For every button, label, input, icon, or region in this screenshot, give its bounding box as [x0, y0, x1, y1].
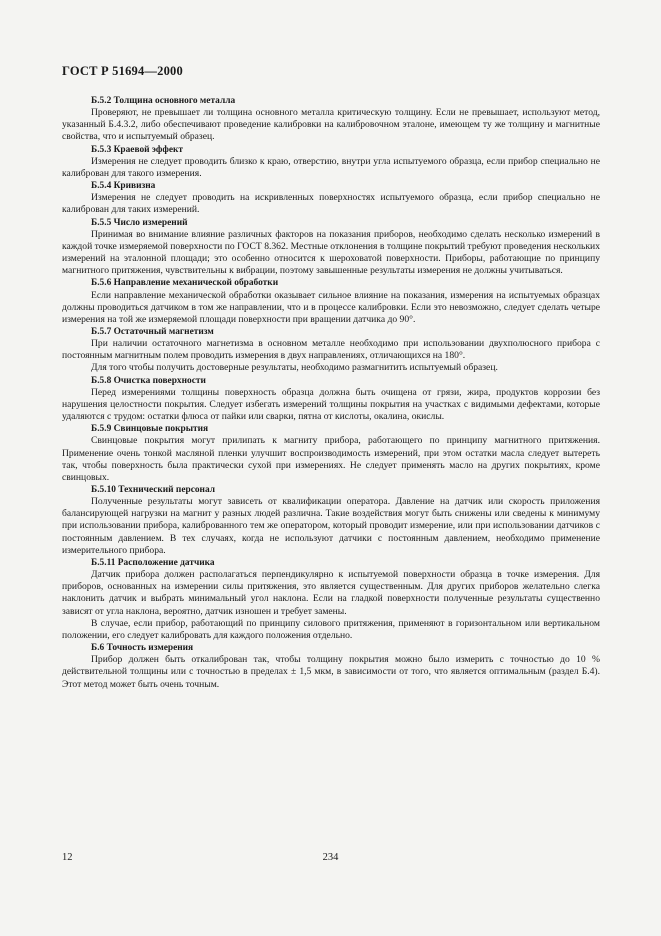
paragraph: Если направление механической обработки оказывает сильное влияние на показания, измерения на испытуемых образцах должны проводиться датчиком в том же направлении, что и в процессе калибровки. Если это невозможно, следует сделать четыре измерения на той же измеряемой площади поверхности при вращении датчика до 90°.	[62, 289, 600, 325]
paragraph: Полученные результаты могут зависеть от квалификации оператора. Давление на датчик или скорость приложения балансирующей нагрузки на магнит у разных людей различна. Такие воздействия могут быть снижены или сведены к минимуму при использовании прибора, калиброванного тем же оператором, который проводит измерение, или при использовании датчиков с постоянным давлением. В тех случаях, когда не используют датчики с постоянным давлением, необходимо применение измерительного прибора.	[62, 496, 600, 556]
section-heading: Б.5.10 Технический персонал	[91, 485, 215, 495]
section	[62, 144, 600, 180]
section-heading: Б.5.3 Краевой эффект	[91, 144, 184, 155]
section	[62, 484, 600, 557]
page-number-center: 234	[322, 852, 339, 863]
page-number-left: 12	[62, 852, 73, 863]
section	[62, 180, 600, 216]
paragraph: Датчик прибора должен располагаться перпендикулярно к испытуемой поверхности образца в точке измерения. Для приборов, основанных на измерении силы притяжения, это является существенным. Для других приборов желательно слегка наклонить датчик и выбрать минимальный угол наклона. Если на гладкой поверхности полученные результаты существенно зависят от угла наклона, вероятно, датчик изношен и требует замены.	[62, 569, 600, 617]
section-heading: Б.5.5 Число измерений	[91, 217, 188, 228]
section-heading: Б.5.4 Кривизна	[91, 181, 156, 192]
paragraph: Свинцовые покрытия могут прилипать к магниту прибора, работающего по принципу магнитного притяжения. Применение очень тонкой масляной пленки улучшит воспроизводимость измерений, при этом остатки масла следует вытереть так, чтобы поверхность была практически сухой при измерениях. Не следует применять масло на других покрытиях, кроме свинцовых.	[62, 435, 600, 483]
section	[62, 375, 600, 424]
section	[62, 277, 600, 326]
paragraph: В случае, если прибор, работающий по принципу силового притяжения, применяют в горизонтальном или вертикальном положении, его следует калибровать для каждого положения отдельно.	[62, 617, 600, 641]
paragraph: Для того чтобы получить достоверные результаты, необходимо размагнитить испытуемый образец.	[91, 362, 498, 374]
section-heading: Б.5.7 Остаточный магнетизм	[91, 326, 214, 337]
section	[62, 326, 600, 375]
paragraph: Принимая во внимание влияние различных факторов на показания приборов, необходимо сделать несколько измерений в каждой точке измеряемой поверхности по ГОСТ 8.362. Местные отклонения в толщине покрытий требуют проведения нескольких измерений на эталонной площади; это особенно относится к шероховатой поверхности. Приборы, работающие по принципу магнитного притяжения, чувствительны к вибрации, поэтому завышенные результаты измерения не должны учитываться.	[62, 228, 600, 277]
section	[62, 95, 600, 144]
section-heading: Б.5.11 Расположение датчика	[91, 557, 215, 568]
paragraph: Перед измерениями толщины поверхность образца должна быть очищена от грязи, жира, продуктов коррозии без нарушения целостности покрытия. Следует избегать измерений толщины покрытия на участках с видимыми дефектами, которые удаляются с трудом: остатки флюса от пайки или сварки, пятна от кислоты, окалина, окислы.	[62, 386, 600, 423]
section	[62, 217, 600, 278]
paragraph: Измерения не следует проводить на искривленных поверхностях испытуемого образца, если прибор специально не калиброван для таких измерений.	[62, 192, 600, 216]
paragraph: Измерения не следует проводить близко к краю, отверстию, внутри угла испытуемого образца, если прибор специально не калиброван для такого измерения.	[62, 155, 600, 179]
document-header: ГОСТ Р 51694—2000	[62, 64, 183, 78]
section-heading: Б.5.6 Направление механической обработки	[91, 278, 279, 289]
section-heading: Б.5.2 Толщина основного металла	[91, 96, 236, 106]
paragraph: При наличии остаточного магнетизма в основном металле необходимо при использовании двухполюсного прибора с постоянным магнитным полем проводить измерения в двух направлениях, отличающихся на 180°.	[62, 338, 600, 362]
section-heading: Б.6 Точность измерения	[91, 643, 194, 654]
paragraph: Проверяют, не превышает ли толщина основного металла критическую толщину. Если не превышает, используют метод, указанный Б.4.3.2, либо обеспечивают проведение калибровки на калибровочном эталоне, имеющем ту же толщину и магнитные свойства, что и испытуемый образец.	[62, 107, 600, 143]
section	[62, 642, 600, 691]
section	[62, 557, 600, 642]
section	[62, 423, 600, 484]
paragraph: Прибор должен быть откалиброван так, чтобы толщину покрытия можно было измерить с точностью до 10 % действительной толщины или с точностью в пределах ± 1,5 мкм, в зависимости от того, что является оптимальным (раздел Б.4). Этот метод может быть очень точным.	[62, 654, 600, 690]
document-body	[62, 95, 600, 691]
section-heading: Б.5.8 Очистка поверхности	[91, 375, 206, 386]
section-heading: Б.5.9 Свинцовые покрытия	[91, 424, 209, 435]
